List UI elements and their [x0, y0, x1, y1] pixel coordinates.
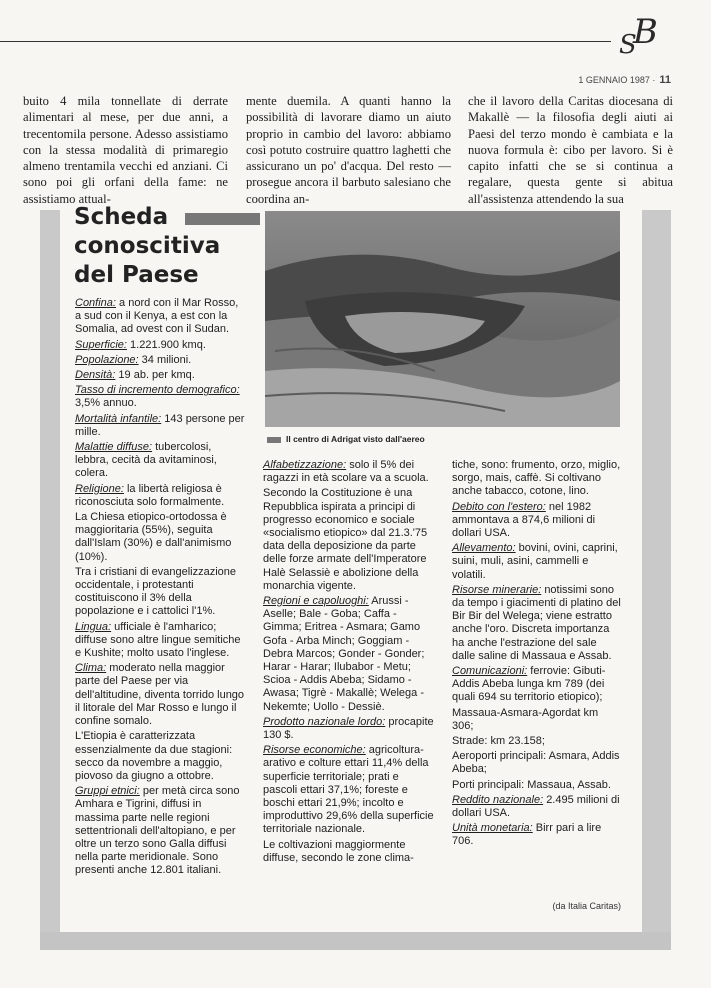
entry-text: 143 persone per mille.: [75, 412, 245, 438]
entry-text: tiche, sono: frumento, orzo, miglio, sorgo, mais, caffè. Si coltivano anche tabacco, cotone, lino.: [452, 459, 621, 498]
scheda-entry: [263, 744, 435, 836]
entry-text: 19 ab. per kmq.: [118, 369, 195, 382]
entry-label: Regioni e capoluoghi:: [263, 595, 369, 608]
issue-line: [578, 74, 671, 86]
entry-text: La Chiesa etiopico-ortodossa è maggioritaria (55%), seguita dall'Islam (30%) e dall'animismo (10%).: [75, 511, 232, 563]
entry-label: Superficie:: [75, 338, 127, 351]
scheda-entry: [452, 779, 622, 792]
title-bar: [185, 213, 260, 225]
entry-text: 34 milioni.: [141, 353, 192, 366]
entry-text: moderato nella maggior parte del Paese per via dell'altitudine, diventa torrido lungo il litorale del Mar Rosso e lungo il confine somalo.: [75, 662, 245, 728]
scheda-entry: [452, 707, 622, 733]
scheda-entry: [75, 662, 247, 728]
entry-text: bovini, ovini, caprini, suini, muli, asini, cammelli e volatili.: [452, 542, 618, 581]
entry-label: Alfabetizzazione:: [263, 459, 347, 471]
page-number: 11: [659, 74, 671, 86]
entry-label: Unità monetaria:: [452, 822, 533, 835]
entry-text: la libertà religiosa è riconosciuta solo formalmente.: [75, 482, 225, 508]
entry-text: Le coltivazioni maggiormente diffuse, secondo le zone clima-: [263, 838, 414, 864]
scheda-entry: [75, 566, 247, 619]
entry-text: ufficiale è l'amharico; diffuse sono altre lingue semitiche e Kushite; molto usato l'inglese.: [75, 620, 241, 660]
scheda-entry: [75, 384, 247, 410]
scheda-entry: [75, 297, 247, 337]
scheda-entry: [452, 501, 622, 541]
scheda-entry: [452, 542, 622, 582]
scheda-entry: [263, 459, 435, 485]
scheda-entry: [75, 339, 247, 352]
issue-date: 1 GENNAIO 1987 ·: [578, 75, 656, 85]
entry-label: Popolazione:: [75, 353, 139, 366]
entry-text: Porti principali: Massaua, Assab.: [452, 778, 611, 791]
entry-text: tubercolosi, lebbra, cecità da avitaminosi, colera.: [75, 441, 217, 480]
entry-text: a nord con il Mar Rosso, a sud con il Kenya, a est con la Somalia, ad ovest con il Sudan.: [75, 297, 239, 336]
scheda-entry: [452, 584, 622, 663]
entry-text: solo il 5% dei ragazzi in età scolare va a scuola.: [263, 459, 429, 485]
entry-label: Religione:: [75, 482, 124, 495]
scheda-entry: [263, 595, 435, 714]
entry-label: Malattie diffuse:: [75, 441, 153, 454]
scheda-entry: [452, 822, 622, 848]
entry-text: L'Etiopia è caratterizzata essenzialmente da due stagioni: secco da novembre a maggio, piovoso da giugno a ottobre.: [75, 730, 233, 782]
entry-text: notissimi sono da tempo i giacimenti di platino del Bir Bir del Welega; viene estratto anche l'oro. Discreta importanza ha anche l'estrazione del sale dalle saline di Massaua e Assab.: [452, 583, 621, 662]
scheda-entry: [263, 487, 435, 593]
scheda-entry: [75, 369, 247, 382]
entry-text: procapite 130 $.: [263, 715, 434, 742]
scheda-entry: [75, 511, 247, 564]
scheda-entry: [75, 621, 247, 661]
entry-text: 3,5% annuo.: [75, 397, 137, 410]
title-line-1: Scheda: [74, 204, 169, 230]
entry-label: Prodotto nazionale lordo:: [263, 715, 386, 728]
scheda-column-c: [452, 459, 622, 851]
scheda-bottom-band: [40, 932, 671, 950]
entry-label: Risorse economiche:: [263, 744, 366, 757]
scheda-entry: [75, 413, 247, 439]
photo-caption: [267, 434, 425, 444]
scheda-entry: [75, 354, 247, 367]
entry-label: Tasso di incremento demografico:: [75, 384, 240, 397]
entry-text: ferrovie: Gibuti-Addis Abeba lunga km 789 (dei quali 694 su territorio etiopico);: [452, 665, 606, 704]
entry-label: Comunicazioni:: [452, 665, 528, 678]
title-line-2: conoscitiva: [74, 233, 221, 259]
entry-text: Arussi - Aselle; Bale - Goba; Caffa - Gimma; Eritrea - Asmara; Gamo Gofa - Arba Minch; Goggiam - Debra Marcos; Gonder - Gonder; Harar - Harar; Ilubabor - Metu; Scioa - Addis Abeba; Sidamo - Awasa; Tigrè - Makallè; Welega - Nekemte; Uollo - Dessiè.: [263, 595, 425, 713]
scheda-entry: [452, 665, 622, 705]
entry-text: Aeroporti principali: Asmara, Addis Abeba;: [452, 750, 620, 776]
entry-text: agricoltura-arativo e colture ettari 11,4% della superficie territoriale; prati e pascoli ettari 37,1%; foreste e boschi ettari 21,9%; incolto e improduttivo 29,6% della superficie territoriale nazionale.: [263, 744, 434, 836]
entry-label: Confina:: [75, 297, 116, 309]
entry-text: 2.495 milioni di dollari USA.: [452, 793, 620, 820]
scheda-entry: [452, 794, 622, 820]
entry-label: Allevamento:: [452, 542, 516, 555]
scheda-column-a: [75, 297, 247, 880]
article-column-3: che il lavoro della Caritas diocesana di Makallè — la filosofia degli aiuti ai Paesi del terzo mondo è cambiata e la nuova formula è: cibo per lavoro. Si è capito infatti che se si continua a regalare, questa gente si abitua all'assistenza attendendo la sua: [468, 94, 673, 206]
scheda-entry: [452, 459, 622, 499]
scheda-entry: [263, 716, 435, 742]
entry-text: Secondo la Costituzione è una Repubblica ispirata a principi di progresso economico e sociale «socialismo etiopico» dal 21.3.'75 data della deposizione da parte delle forze armate dell'Imperatore Halè Selassiè e abolizione della monarchia vigente.: [263, 487, 428, 592]
entry-text: nel 1982 ammontava a 874,6 milioni di dollari USA.: [452, 500, 596, 540]
entry-label: Clima:: [75, 662, 107, 675]
entry-text: Birr pari a lire 706.: [452, 822, 602, 848]
entry-text: per metà circa sono Amhara e Tigrini, diffusi in massima parte nelle regioni settentrionali dell'altopiano, e per oltre un terzo sono Galla diffusi nella parte meridionale. Sono presenti anche 12.801 italiani.: [75, 785, 240, 877]
entry-text: Tra i cristiani di evangelizzazione occidentale, i protestanti costituiscono il 3% della popolazione e i cattolici l'1%.: [75, 565, 236, 618]
title-line-3: del Paese: [74, 262, 199, 288]
scheda-column-b: [263, 459, 435, 867]
entry-text: 1.221.900 kmq.: [130, 338, 206, 351]
caption-text: Il centro di Adrigat visto dall'aereo: [286, 434, 425, 444]
entry-label: Mortalità infantile:: [75, 412, 162, 425]
scheda-entry: [75, 483, 247, 509]
entry-label: Debito con l'estero:: [452, 500, 546, 513]
entry-text: Strade: km 23.158;: [452, 735, 545, 748]
entry-label: Lingua:: [75, 620, 112, 633]
article-column-2: mente duemila. A quanti hanno la possibilità di lavorare diamo un aiuto proprio in cambio del lavoro: abbiamo così potuto costruire quattro laghetti che assicurano un po' d'acqua. Del resto — prosegue ancora il barbuto salesiano che coordina an-: [246, 94, 451, 206]
entry-label: Densità:: [75, 369, 116, 382]
entry-text: Massaua-Asmara-Agordat km 306;: [452, 706, 599, 732]
scheda-entry: [75, 441, 247, 481]
entry-label: Reddito nazionale:: [452, 793, 544, 806]
scheda-entry: [75, 730, 247, 783]
entry-label: Gruppi etnici:: [75, 785, 140, 798]
scheda-entry: [75, 785, 247, 877]
entry-label: Risorse minerarie:: [452, 583, 542, 596]
source-credit: (da Italia Caritas): [552, 901, 621, 911]
scheda-entry: [263, 839, 435, 865]
article-column-1: buito 4 mila tonnellate di derrate alimentari al mese, per due anni, a trecentomila persone. Adesso assistiamo con la stessa modalità di primaregio almeno trentamila vecchi ed anziani. Ci sono poi gli orfani della fame: ne assistiamo attual-: [23, 94, 228, 206]
scheda-entry: [452, 750, 622, 776]
aerial-photo: [265, 211, 620, 427]
magazine-logo: $_S$B: [619, 12, 654, 60]
scheda-entry: [452, 735, 622, 748]
header-rule: [0, 41, 611, 42]
